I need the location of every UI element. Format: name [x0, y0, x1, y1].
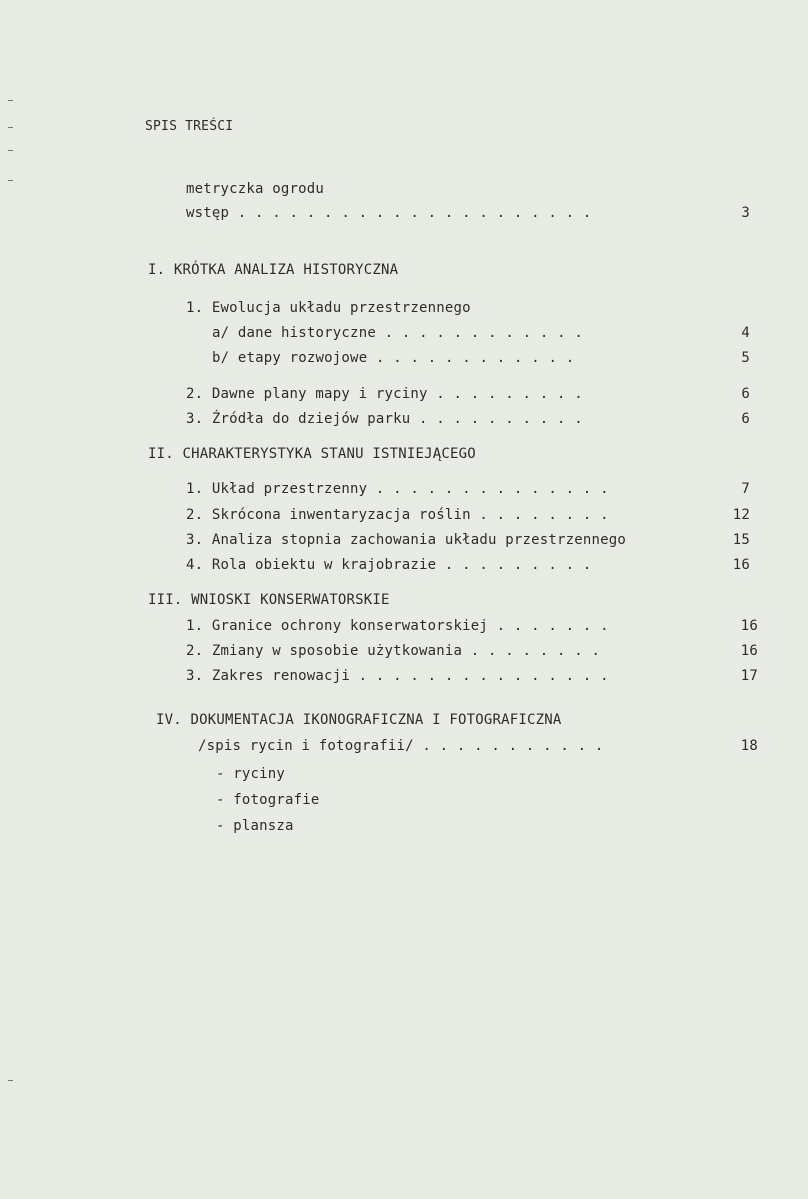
toc-metryczka: metryczka ogrodu	[186, 181, 325, 197]
toc-item: /spis rycin i fotografii/ . . . . . . . . . . .	[198, 738, 604, 754]
page-title: SPIS TREŚCI	[145, 119, 234, 134]
toc-item: 1. Granice ochrony konserwatorskiej . . . . . . .	[186, 618, 609, 634]
toc-page-number: 4	[741, 325, 750, 341]
toc-item: 1. Ewolucja układu przestrzennego	[186, 300, 471, 316]
toc-item: 2. Zmiany w sposobie użytkowania . . . . . . . .	[186, 643, 601, 659]
toc-page-number: 17	[740, 668, 758, 684]
toc-page-number: 16	[740, 618, 758, 634]
toc-item: - fotografie	[216, 792, 320, 808]
toc-page-number: 18	[740, 738, 758, 754]
margin-mark	[8, 100, 13, 101]
toc-item: 3. Analiza stopnia zachowania układu przestrzennego	[186, 532, 627, 548]
toc-page-number: 16	[732, 557, 750, 573]
toc-page-number: 12	[732, 507, 750, 523]
section-heading-2: II. CHARAKTERYSTYKA STANU ISTNIEJĄCEGO	[148, 446, 476, 462]
toc-item: 2. Skrócona inwentaryzacja roślin . . . . . . . .	[186, 507, 609, 523]
section-heading-3: III. WNIOSKI KONSERWATORSKIE	[148, 592, 390, 608]
toc-item: b/ etapy rozwojowe . . . . . . . . . . . .	[212, 350, 575, 366]
toc-item: 4. Rola obiektu w krajobrazie . . . . . . . . .	[186, 557, 592, 573]
margin-mark	[8, 150, 13, 151]
toc-item: 2. Dawne plany mapy i ryciny . . . . . . . . .	[186, 386, 583, 402]
toc-page-number: 15	[732, 532, 750, 548]
toc-page-number: 16	[740, 643, 758, 659]
section-heading-4: IV. DOKUMENTACJA IKONOGRAFICZNA I FOTOGRAFICZNA	[156, 712, 562, 728]
margin-mark	[8, 127, 13, 128]
toc-item: - ryciny	[216, 766, 286, 782]
toc-item: 3. Źródła do dziejów parku . . . . . . . . . .	[186, 411, 583, 427]
toc-page-number: 7	[741, 481, 750, 497]
section-heading-1: I. KRÓTKA ANALIZA HISTORYCZNA	[148, 262, 399, 278]
toc-item: 3. Zakres renowacji . . . . . . . . . . . . . . .	[186, 668, 609, 684]
toc-item: - plansza	[216, 818, 294, 834]
margin-mark	[8, 1080, 13, 1081]
toc-item: a/ dane historyczne . . . . . . . . . . . .	[212, 325, 584, 341]
margin-mark	[8, 180, 13, 181]
toc-page-number: 5	[741, 350, 750, 366]
toc-page-number: 3	[741, 205, 750, 221]
toc-page-number: 6	[741, 386, 750, 402]
toc-item: 1. Układ przestrzenny . . . . . . . . . . . . . .	[186, 481, 609, 497]
toc-page-number: 6	[741, 411, 750, 427]
toc-wstep: wstęp . . . . . . . . . . . . . . . . . . . . .	[186, 205, 592, 221]
